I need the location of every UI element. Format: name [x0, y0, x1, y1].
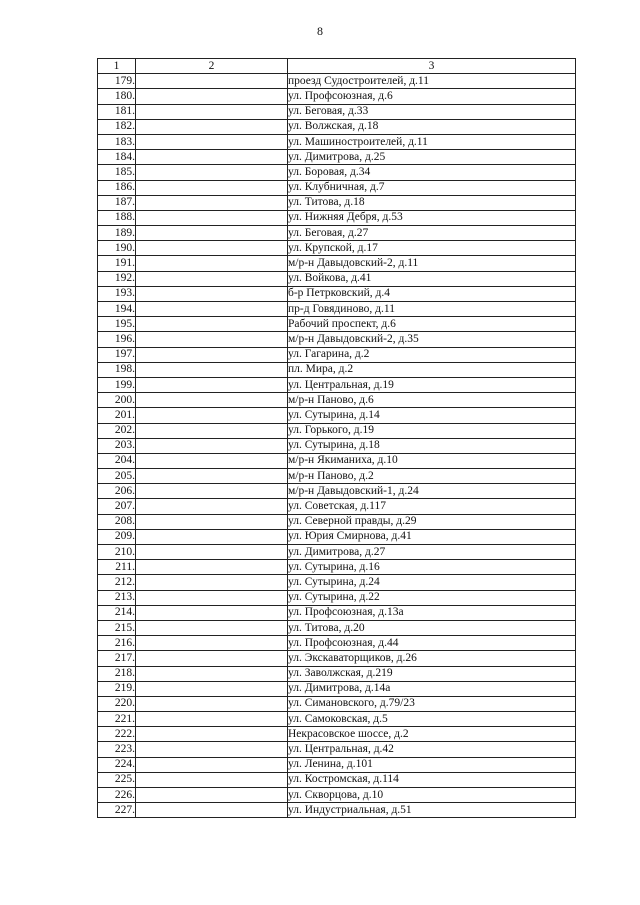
table-row	[98, 119, 576, 134]
address-cell: м/р-н Якиманиха, д.10	[288, 453, 576, 468]
row-number: 224.	[98, 757, 136, 772]
empty-cell	[136, 377, 288, 392]
row-number: 182.	[98, 119, 136, 134]
empty-cell	[136, 286, 288, 301]
row-number: 202.	[98, 423, 136, 438]
table-row	[98, 727, 576, 742]
table-row	[98, 605, 576, 620]
row-number: 197.	[98, 347, 136, 362]
row-number: 203.	[98, 438, 136, 453]
table-row	[98, 377, 576, 392]
address-cell: м/р-н Давыдовский-1, д.24	[288, 484, 576, 499]
row-number: 213.	[98, 590, 136, 605]
address-cell: ул. Сутырина, д.16	[288, 560, 576, 575]
address-cell: проезд Судостроителей, д.11	[288, 74, 576, 89]
address-cell: Некрасовское шоссе, д.2	[288, 727, 576, 742]
address-cell: м/р-н Паново, д.2	[288, 469, 576, 484]
row-number: 190.	[98, 241, 136, 256]
row-number: 196.	[98, 332, 136, 347]
table-row	[98, 226, 576, 241]
empty-cell	[136, 469, 288, 484]
address-cell: ул. Горького, д.19	[288, 423, 576, 438]
empty-cell	[136, 150, 288, 165]
row-number: 195.	[98, 317, 136, 332]
row-number: 185.	[98, 165, 136, 180]
empty-cell	[136, 453, 288, 468]
empty-cell	[136, 575, 288, 590]
empty-cell	[136, 180, 288, 195]
row-number: 189.	[98, 226, 136, 241]
table-row	[98, 499, 576, 514]
row-number: 191.	[98, 256, 136, 271]
row-number: 220.	[98, 696, 136, 711]
table-row	[98, 241, 576, 256]
empty-cell	[136, 803, 288, 818]
address-cell: ул. Сутырина, д.24	[288, 575, 576, 590]
address-cell: ул. Заволжская, д.219	[288, 666, 576, 681]
row-number: 206.	[98, 484, 136, 499]
empty-cell	[136, 727, 288, 742]
empty-cell	[136, 681, 288, 696]
row-number: 217.	[98, 651, 136, 666]
table-row	[98, 408, 576, 423]
empty-cell	[136, 347, 288, 362]
column-header-3: 3	[288, 59, 576, 74]
empty-cell	[136, 256, 288, 271]
address-cell: м/р-н Давыдовский-2, д.35	[288, 332, 576, 347]
row-number: 214.	[98, 605, 136, 620]
table-row	[98, 74, 576, 89]
table-row	[98, 681, 576, 696]
empty-cell	[136, 560, 288, 575]
table-row	[98, 712, 576, 727]
table-row	[98, 620, 576, 635]
address-cell: ул. Костромская, д.114	[288, 772, 576, 787]
empty-cell	[136, 712, 288, 727]
table-row	[98, 666, 576, 681]
row-number: 199.	[98, 377, 136, 392]
table-row	[98, 560, 576, 575]
address-cell: ул. Профсоюзная, д.6	[288, 89, 576, 104]
row-number: 225.	[98, 772, 136, 787]
row-number: 222.	[98, 727, 136, 742]
empty-cell	[136, 772, 288, 787]
row-number: 198.	[98, 362, 136, 377]
table-row	[98, 651, 576, 666]
column-header-1: 1	[98, 59, 136, 74]
address-cell: ул. Беговая, д.27	[288, 226, 576, 241]
address-cell: ул. Титова, д.18	[288, 195, 576, 210]
address-cell: ул. Сутырина, д.22	[288, 590, 576, 605]
empty-cell	[136, 514, 288, 529]
empty-cell	[136, 605, 288, 620]
address-cell: м/р-н Давыдовский-2, д.11	[288, 256, 576, 271]
address-cell: ул. Ленина, д.101	[288, 757, 576, 772]
table-row	[98, 362, 576, 377]
table-row	[98, 347, 576, 362]
table-row	[98, 423, 576, 438]
empty-cell	[136, 104, 288, 119]
empty-cell	[136, 408, 288, 423]
row-number: 205.	[98, 469, 136, 484]
address-cell: ул. Машиностроителей, д.11	[288, 134, 576, 149]
table-body	[98, 74, 576, 818]
row-number: 204.	[98, 453, 136, 468]
empty-cell	[136, 529, 288, 544]
empty-cell	[136, 620, 288, 635]
row-number: 200.	[98, 393, 136, 408]
address-cell: ул. Димитрова, д.14а	[288, 681, 576, 696]
address-cell: ул. Симановского, д.79/23	[288, 696, 576, 711]
address-cell: ул. Экскаваторщиков, д.26	[288, 651, 576, 666]
table-row	[98, 332, 576, 347]
address-cell: ул. Профсоюзная, д.13а	[288, 605, 576, 620]
empty-cell	[136, 636, 288, 651]
address-cell: ул. Нижняя Дебря, д.53	[288, 210, 576, 225]
address-cell: ул. Советская, д.117	[288, 499, 576, 514]
empty-cell	[136, 742, 288, 757]
table-row	[98, 590, 576, 605]
address-table	[97, 58, 576, 818]
address-cell: ул. Северной правды, д.29	[288, 514, 576, 529]
address-cell: ул. Сутырина, д.18	[288, 438, 576, 453]
row-number: 179.	[98, 74, 136, 89]
empty-cell	[136, 302, 288, 317]
row-number: 227.	[98, 803, 136, 818]
address-cell: ул. Гагарина, д.2	[288, 347, 576, 362]
empty-cell	[136, 271, 288, 286]
row-number: 181.	[98, 104, 136, 119]
empty-cell	[136, 651, 288, 666]
empty-cell	[136, 165, 288, 180]
table-row	[98, 438, 576, 453]
address-cell: ул. Войкова, д.41	[288, 271, 576, 286]
table-row	[98, 393, 576, 408]
empty-cell	[136, 317, 288, 332]
table-row	[98, 469, 576, 484]
address-cell: ул. Димитрова, д.27	[288, 545, 576, 560]
row-number: 212.	[98, 575, 136, 590]
row-number: 216.	[98, 636, 136, 651]
row-number: 218.	[98, 666, 136, 681]
table-row	[98, 302, 576, 317]
row-number: 193.	[98, 286, 136, 301]
table-row	[98, 757, 576, 772]
row-number: 209.	[98, 529, 136, 544]
address-cell: ул. Беговая, д.33	[288, 104, 576, 119]
empty-cell	[136, 241, 288, 256]
empty-cell	[136, 195, 288, 210]
empty-cell	[136, 362, 288, 377]
row-number: 186.	[98, 180, 136, 195]
empty-cell	[136, 666, 288, 681]
table-row	[98, 256, 576, 271]
row-number: 207.	[98, 499, 136, 514]
empty-cell	[136, 545, 288, 560]
row-number: 215.	[98, 620, 136, 635]
address-cell: пл. Мира, д.2	[288, 362, 576, 377]
address-cell: ул. Скворцова, д.10	[288, 788, 576, 803]
address-cell: ул. Клубничная, д.7	[288, 180, 576, 195]
address-cell: ул. Волжская, д.18	[288, 119, 576, 134]
address-cell: Рабочий проспект, д.6	[288, 317, 576, 332]
table-row	[98, 195, 576, 210]
row-number: 210.	[98, 545, 136, 560]
table-row	[98, 317, 576, 332]
table-row	[98, 529, 576, 544]
row-number: 180.	[98, 89, 136, 104]
table-row	[98, 545, 576, 560]
table-row	[98, 636, 576, 651]
address-cell: ул. Юрия Смирнова, д.41	[288, 529, 576, 544]
row-number: 208.	[98, 514, 136, 529]
row-number: 211.	[98, 560, 136, 575]
row-number: 194.	[98, 302, 136, 317]
empty-cell	[136, 119, 288, 134]
table-row	[98, 788, 576, 803]
table-row	[98, 803, 576, 818]
table-row	[98, 514, 576, 529]
row-number: 184.	[98, 150, 136, 165]
table-row	[98, 180, 576, 195]
address-cell: ул. Сутырина, д.14	[288, 408, 576, 423]
table-row	[98, 742, 576, 757]
table-row	[98, 104, 576, 119]
address-cell: ул. Самоковская, д.5	[288, 712, 576, 727]
row-number: 221.	[98, 712, 136, 727]
page-number: 8	[317, 24, 323, 38]
table-row	[98, 453, 576, 468]
empty-cell	[136, 788, 288, 803]
empty-cell	[136, 332, 288, 347]
row-number: 192.	[98, 271, 136, 286]
empty-cell	[136, 499, 288, 514]
table-row	[98, 165, 576, 180]
empty-cell	[136, 226, 288, 241]
row-number: 223.	[98, 742, 136, 757]
table-row	[98, 772, 576, 787]
table-row	[98, 134, 576, 149]
empty-cell	[136, 89, 288, 104]
empty-cell	[136, 757, 288, 772]
empty-cell	[136, 590, 288, 605]
table-row	[98, 696, 576, 711]
address-cell: ул. Индустриальная, д.51	[288, 803, 576, 818]
table-row	[98, 484, 576, 499]
empty-cell	[136, 696, 288, 711]
column-header-2: 2	[136, 59, 288, 74]
row-number: 188.	[98, 210, 136, 225]
row-number: 219.	[98, 681, 136, 696]
table-row	[98, 150, 576, 165]
address-cell: ул. Титова, д.20	[288, 620, 576, 635]
empty-cell	[136, 438, 288, 453]
empty-cell	[136, 210, 288, 225]
table-row	[98, 89, 576, 104]
address-cell: м/р-н Паново, д.6	[288, 393, 576, 408]
address-cell: ул. Профсоюзная, д.44	[288, 636, 576, 651]
address-cell: ул. Центральная, д.42	[288, 742, 576, 757]
address-cell: ул. Боровая, д.34	[288, 165, 576, 180]
row-number: 187.	[98, 195, 136, 210]
empty-cell	[136, 74, 288, 89]
address-cell: ул. Крупской, д.17	[288, 241, 576, 256]
table-row	[98, 271, 576, 286]
address-cell: ул. Димитрова, д.25	[288, 150, 576, 165]
address-cell: пр-д Говядиново, д.11	[288, 302, 576, 317]
empty-cell	[136, 393, 288, 408]
row-number: 183.	[98, 134, 136, 149]
address-cell: б-р Петрковский, д.4	[288, 286, 576, 301]
table-row	[98, 210, 576, 225]
row-number: 226.	[98, 788, 136, 803]
empty-cell	[136, 484, 288, 499]
empty-cell	[136, 134, 288, 149]
address-cell: ул. Центральная, д.19	[288, 377, 576, 392]
row-number: 201.	[98, 408, 136, 423]
table-header-row	[98, 59, 576, 74]
table-row	[98, 286, 576, 301]
empty-cell	[136, 423, 288, 438]
table-row	[98, 575, 576, 590]
